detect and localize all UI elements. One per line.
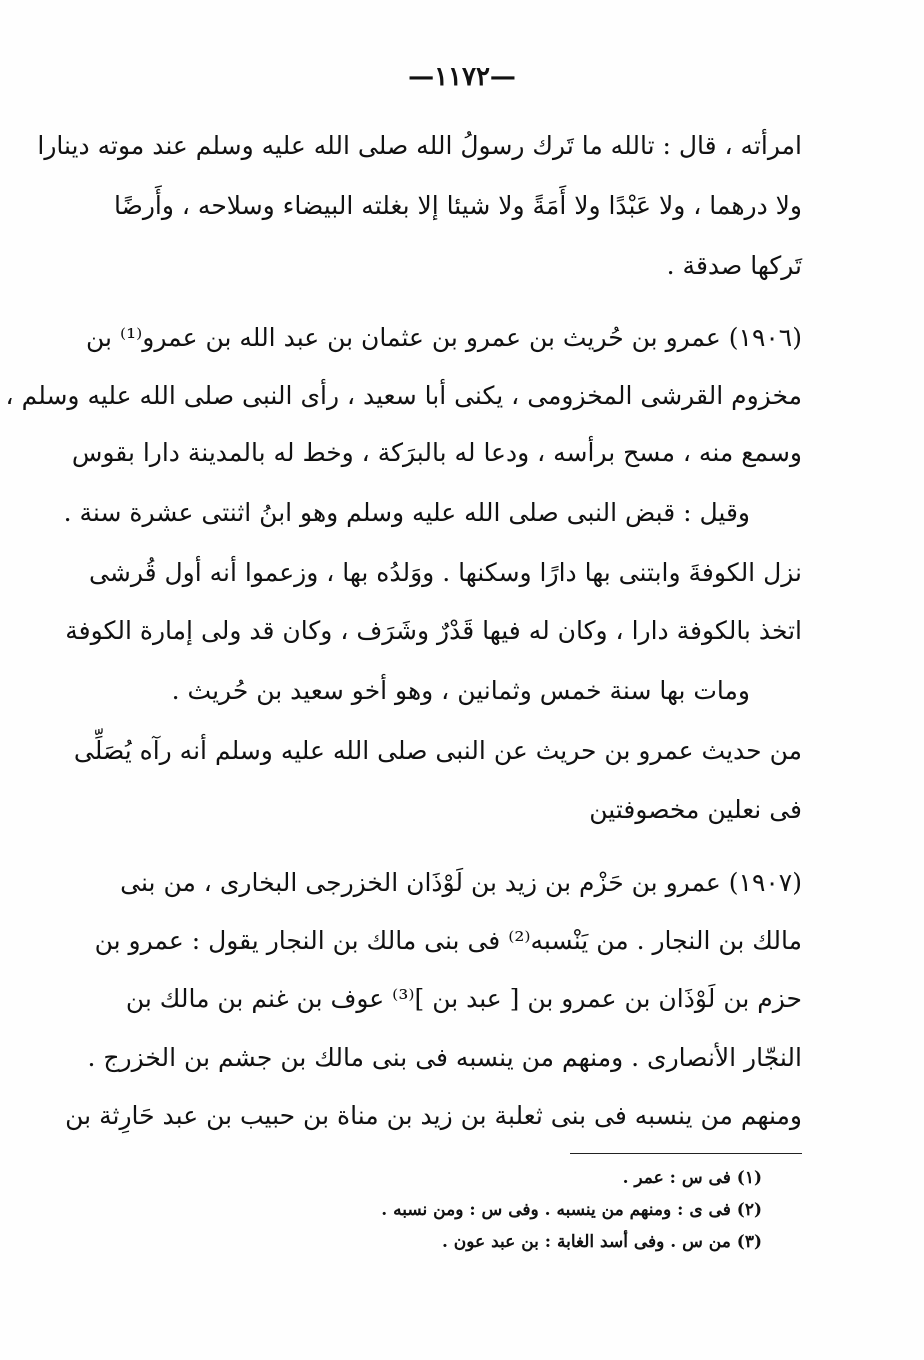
text-line: امرأته ، قال : تالله ما تَرك رسولُ الله صلى الله عليه وسلم عند موته دينارا (37, 131, 802, 160)
text-line: النجّار الأنصارى . ومنهم من ينسبه فى بنى مالك بن جشم بن الخزرج . (87, 1043, 802, 1072)
entry-1906-line: (١٩٠٦) عمرو بن حُريث بن عمرو بن عثمان بن عبد الله بن عمرو⁽¹⁾ بن (86, 323, 802, 352)
footnote: (١) فى س : عمر . (622, 1168, 762, 1188)
text-line: ولا درهما ، ولا عَبْدًا ولا أَمَةً ولا شيئا إلا بغلته البيضاء وسلاحه ، وأَرضًا (114, 191, 802, 220)
text-line: وقيل : قبض النبى صلى الله عليه وسلم وهو ابنُ اثنتى عشرة سنة . (63, 498, 750, 527)
text-line: مخزوم القرشى المخزومى ، يكنى أبا سعيد ، رأى النبى صلى الله عليه وسلم ، (5, 381, 802, 410)
text-line: مالك بن النجار . من يَنْسبه⁽²⁾ فى بنى مالك بن النجار يقول : عمرو بن (94, 926, 802, 955)
footnote: (٢) فى ى : ومنهم من ينسبه . وفى س : ومن نسبه . (381, 1200, 762, 1220)
page-number: —١١٧٢— (408, 62, 516, 92)
footnote-divider (570, 1153, 802, 1154)
text-line: فى نعلين مخصوفتين (589, 795, 802, 824)
footnote: (٣) من س . وفى أسد الغابة : بن عبد عون . (441, 1232, 762, 1252)
text-line: اتخذ بالكوفة دارا ، وكان له فيها قَدْرٌ وشَرَف ، وكان قد ولى إمارة الكوفة (65, 616, 802, 645)
text-line: نزل الكوفةَ وابتنى بها دارًا وسكنها . ووَلدُه بها ، وزعموا أنه أول قُرشى (89, 558, 802, 587)
entry-1907-line: (١٩٠٧) عمرو بن حَزْم بن زيد بن لَوْذَان الخزرجى البخارى ، من بنى (120, 868, 802, 897)
text-line: وسمع منه ، مسح برأسه ، ودعا له بالبرَكة ، وخط له بالمدينة دارا بقوس (71, 438, 802, 467)
text-line: ومات بها سنة خمس وثمانين ، وهو أخو سعيد بن حُريث . (171, 676, 750, 705)
text-line: تَركها صدقة . (666, 251, 802, 280)
text-line: حزم بن لَوْذَان بن عمرو بن [ عبد بن ]⁽³⁾ عوف بن غنم بن مالك بن (125, 984, 802, 1013)
text-line: من حديث عمرو بن حريث عن النبى صلى الله عليه وسلم أنه رآه يُصَلِّى (73, 736, 802, 765)
text-line: ومنهم من ينسبه فى بنى ثعلبة بن زيد بن مناة بن حبيب بن عبد حَارِثة بن (65, 1101, 802, 1130)
